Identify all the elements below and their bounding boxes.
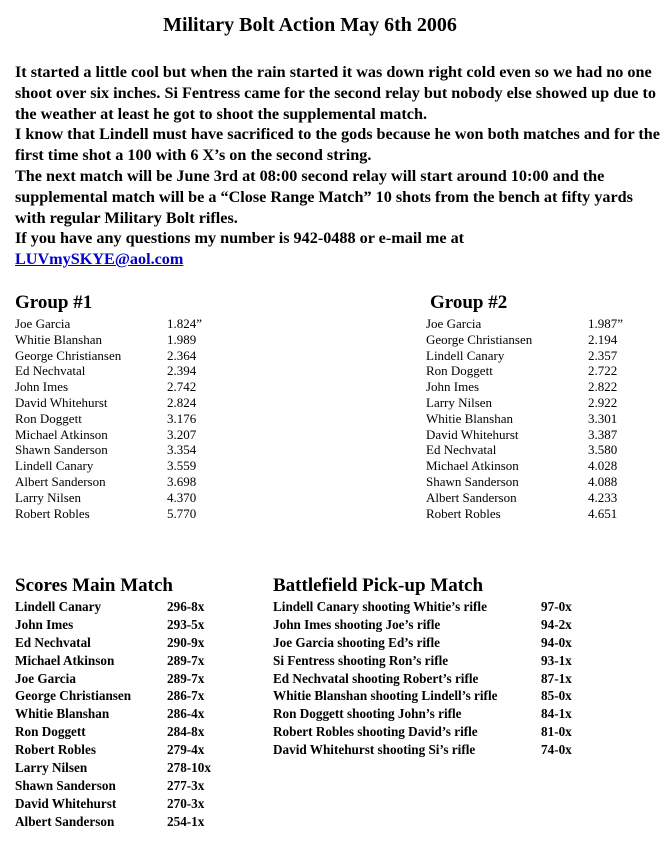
shooter-name: Shawn Sanderson <box>426 473 519 489</box>
group-size-value: 3.301 <box>588 410 618 426</box>
group-size-value: 3.387 <box>588 426 618 442</box>
shooter-name: Whitie Blanshan <box>15 331 103 347</box>
shooter-name: Lindell Canary <box>15 458 94 474</box>
main-match-row <box>15 705 265 723</box>
group-size-value: 4.233 <box>588 489 618 505</box>
shooter-name: Larry Nilsen <box>15 760 88 776</box>
group-size-value: 5.770 <box>167 505 197 521</box>
score-value: 74-0x <box>541 742 572 758</box>
main-match-row <box>15 813 265 831</box>
shooter-name: John Imes shooting Joe’s rifle <box>273 616 441 632</box>
group2-row <box>426 474 666 490</box>
group1-row <box>15 316 265 332</box>
main-match-row <box>15 616 265 634</box>
group2-row <box>426 316 666 332</box>
group-size-value: 3.698 <box>167 473 197 489</box>
shooter-name: Joe Garcia <box>426 316 482 331</box>
shooter-name: Ed Nechvatal <box>15 634 91 650</box>
group1-row <box>15 458 265 474</box>
pickup-match-row <box>273 616 663 634</box>
group1-row <box>15 474 265 490</box>
shooter-name: Ron Doggett <box>15 724 86 740</box>
shooter-name: Ed Nechvatal <box>426 442 497 458</box>
group2-heading: Group #2 <box>430 292 508 313</box>
shooter-name: David Whitehurst shooting Si’s rifle <box>273 742 476 758</box>
group-size-value: 2.357 <box>588 347 618 363</box>
shooter-name: Robert Robles shooting David’s rifle <box>273 724 478 740</box>
shooter-name: Joe Garcia <box>15 670 76 686</box>
group2-list <box>426 316 666 521</box>
shooter-name: Michael Atkinson <box>15 652 115 668</box>
shooter-name: Lindell Canary <box>426 347 505 363</box>
shooter-name: George Christiansen <box>15 688 132 704</box>
group-size-value: 2.194 <box>588 331 618 347</box>
intro-paragraph-weather: It started a little cool but when the rain started it was down right cold even so we had no one shoot over six inches. Si Fentress came for the second relay but nobody else showed up due to the weather at least he got to shoot the supplemental match. <box>15 63 656 123</box>
group-size-value: 2.364 <box>167 347 197 363</box>
score-value: 94-2x <box>541 616 572 632</box>
intro-paragraph-next-match: The next match will be June 3rd at 08:00 second relay will start around 10:00 and the supplemental match will be a “Close Range Match” 10 shots from the bench at fifty yards with regular Military Bolt rifles. <box>15 166 633 227</box>
score-value: 87-1x <box>541 670 572 686</box>
group1-row <box>15 395 265 411</box>
shooter-name: Ron Doggett <box>426 363 493 379</box>
group-size-value: 4.088 <box>588 473 618 489</box>
group-size-value: 4.651 <box>588 505 618 521</box>
shooter-name: Shawn Sanderson <box>15 777 116 793</box>
score-value: 279-4x <box>167 742 205 758</box>
score-value: 284-8x <box>167 724 205 740</box>
group1-heading: Group #1 <box>15 292 93 313</box>
group-size-value: 1.987” <box>588 316 624 331</box>
shooter-name: Robert Robles <box>15 505 90 521</box>
pickup-match-row <box>273 634 663 652</box>
pickup-match-row <box>273 741 663 759</box>
score-value: 254-1x <box>167 813 205 829</box>
shooter-name: John Imes <box>426 379 480 395</box>
score-value: 84-1x <box>541 706 572 722</box>
group-size-value: 1.989 <box>167 331 197 347</box>
group2-row <box>426 332 666 348</box>
intro-paragraph-lindell: I know that Lindell must have sacrificed to the gods because he won both matches and for the first time shot a 100 with 6 X’s on the second string. <box>15 125 660 165</box>
group-size-value: 2.822 <box>588 379 618 395</box>
pickup-match-row <box>273 705 663 723</box>
main-match-row <box>15 795 265 813</box>
score-value: 97-0x <box>541 599 572 614</box>
group-size-value: 1.824” <box>167 316 203 331</box>
shooter-name: Shawn Sanderson <box>15 442 108 458</box>
shooter-name: Lindell Canary shooting Whitie’s rifle <box>273 599 487 614</box>
score-value: 286-4x <box>167 706 205 722</box>
group-size-value: 4.370 <box>167 489 197 505</box>
pickup-match-row <box>273 687 663 705</box>
intro-paragraph-contact: If you have any questions my number is 942-0488 or e-mail me at <box>15 229 465 248</box>
pickup-match-row <box>273 723 663 741</box>
score-value: 93-1x <box>541 652 572 668</box>
group-size-value: 3.176 <box>167 410 197 426</box>
score-value: 270-3x <box>167 795 205 811</box>
group2-row <box>426 379 666 395</box>
group2-row <box>426 442 666 458</box>
group2-row <box>426 458 666 474</box>
group1-row <box>15 411 265 427</box>
score-value: 290-9x <box>167 634 205 650</box>
pickup-match-list <box>273 598 663 759</box>
group1-list <box>15 316 265 521</box>
group2-row <box>426 490 666 506</box>
group-size-value: 3.580 <box>588 442 618 458</box>
score-value: 289-7x <box>167 652 205 668</box>
score-value: 293-5x <box>167 616 205 632</box>
score-value: 277-3x <box>167 777 205 793</box>
group2-row <box>426 363 666 379</box>
shooter-name: Lindell Canary <box>15 599 102 614</box>
score-value: 286-7x <box>167 688 205 704</box>
main-match-row <box>15 687 265 705</box>
shooter-name: David Whitehurst <box>426 426 519 442</box>
page-title: Military Bolt Action May 6th 2006 <box>163 14 457 36</box>
group-size-value: 4.028 <box>588 458 618 474</box>
shooter-name: Whitie Blanshan <box>15 706 110 722</box>
shooter-name: Whitie Blanshan shooting Lindell’s rifle <box>273 688 498 704</box>
group2-row <box>426 427 666 443</box>
main-match-row <box>15 759 265 777</box>
shooter-name: Ron Doggett shooting John’s rifle <box>273 706 462 722</box>
group2-row <box>426 411 666 427</box>
shooter-name: George Christiansen <box>426 331 533 347</box>
group1-row <box>15 332 265 348</box>
group-size-value: 2.394 <box>167 363 197 379</box>
main-match-heading: Scores Main Match <box>15 575 173 596</box>
group-size-value: 2.922 <box>588 394 618 410</box>
score-value: 289-7x <box>167 670 205 686</box>
main-match-list <box>15 598 265 831</box>
shooter-name: George Christiansen <box>15 347 122 363</box>
main-match-row <box>15 670 265 688</box>
main-match-row <box>15 741 265 759</box>
group1-row <box>15 506 265 522</box>
main-match-row <box>15 652 265 670</box>
main-match-row <box>15 777 265 795</box>
shooter-name: Albert Sanderson <box>426 489 517 505</box>
shooter-name: Albert Sanderson <box>15 473 106 489</box>
group-size-value: 2.824 <box>167 394 197 410</box>
pickup-match-row <box>273 652 663 670</box>
main-match-row <box>15 598 265 616</box>
group1-row <box>15 363 265 379</box>
group1-row <box>15 442 265 458</box>
shooter-name: Robert Robles <box>15 742 96 758</box>
shooter-name: Joe Garcia <box>15 316 71 331</box>
pickup-match-row <box>273 598 663 616</box>
shooter-name: Joe Garcia shooting Ed’s rifle <box>273 634 441 650</box>
group-size-value: 3.354 <box>167 442 197 458</box>
pickup-match-row <box>273 670 663 688</box>
group-size-value: 2.742 <box>167 379 197 395</box>
group1-row <box>15 427 265 443</box>
shooter-name: John Imes <box>15 379 69 395</box>
group1-row <box>15 490 265 506</box>
shooter-name: Whitie Blanshan <box>426 410 514 426</box>
shooter-name: John Imes <box>15 616 74 632</box>
shooter-name: Michael Atkinson <box>15 426 108 442</box>
score-value: 296-8x <box>167 599 205 614</box>
shooter-name: Si Fentress shooting Ron’s rifle <box>273 652 449 668</box>
score-value: 85-0x <box>541 688 572 704</box>
group1-row <box>15 379 265 395</box>
group1-row <box>15 348 265 364</box>
main-match-row <box>15 634 265 652</box>
group2-row <box>426 506 666 522</box>
shooter-name: Ed Nechvatal shooting Robert’s rifle <box>273 670 479 686</box>
shooter-name: Larry Nilsen <box>426 394 493 410</box>
score-value: 278-10x <box>167 760 211 776</box>
email-link[interactable]: LUVmySKYE@aol.com <box>15 250 184 269</box>
shooter-name: Ed Nechvatal <box>15 363 86 379</box>
group2-row <box>426 395 666 411</box>
score-value: 94-0x <box>541 634 572 650</box>
group2-row <box>426 348 666 364</box>
shooter-name: Larry Nilsen <box>15 489 82 505</box>
shooter-name: Albert Sanderson <box>15 813 115 829</box>
group-size-value: 2.722 <box>588 363 618 379</box>
pickup-match-heading: Battlefield Pick-up Match <box>273 575 484 596</box>
group-size-value: 3.559 <box>167 458 197 474</box>
shooter-name: Michael Atkinson <box>426 458 519 474</box>
score-value: 81-0x <box>541 724 572 740</box>
shooter-name: David Whitehurst <box>15 795 117 811</box>
intro-text <box>15 62 660 270</box>
shooter-name: Robert Robles <box>426 505 501 521</box>
group-size-value: 3.207 <box>167 426 197 442</box>
shooter-name: David Whitehurst <box>15 394 108 410</box>
shooter-name: Ron Doggett <box>15 410 82 426</box>
main-match-row <box>15 723 265 741</box>
